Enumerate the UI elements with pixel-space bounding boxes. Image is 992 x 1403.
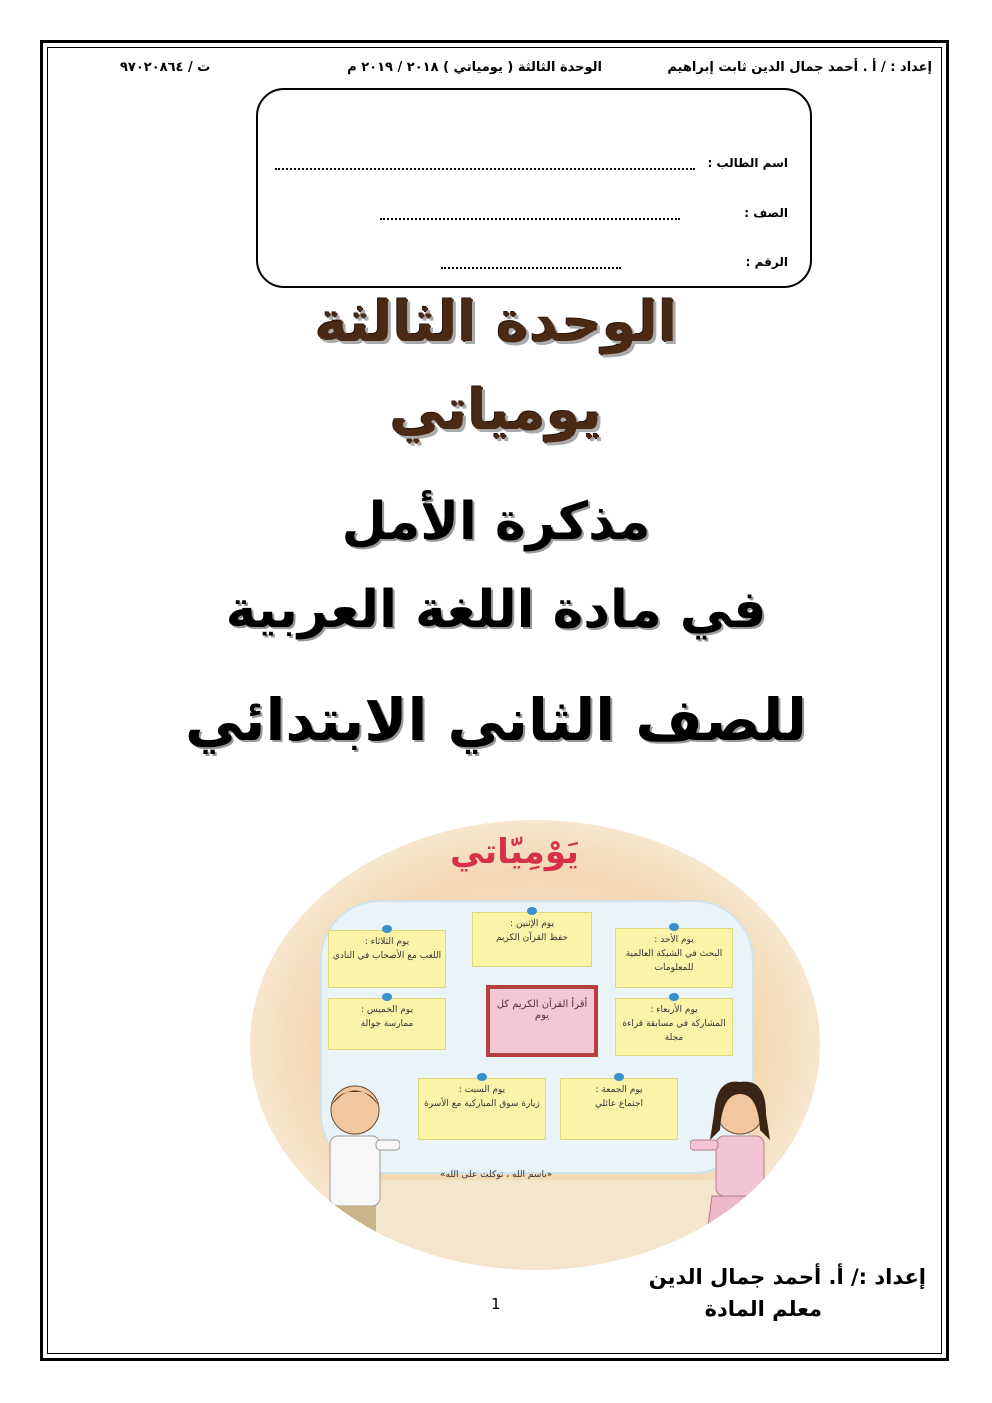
note-day: يوم الخميس : xyxy=(361,1005,413,1015)
note-day: يوم الجمعة : xyxy=(595,1085,643,1095)
note-sunday xyxy=(615,928,733,988)
header-phone: ت / ٩٧٠٢٠٨٦٤ xyxy=(120,60,211,75)
note-text: اجتماع عائلي xyxy=(594,1099,644,1109)
class-field[interactable] xyxy=(380,208,680,220)
subject-title: في مادة اللغة العربية xyxy=(225,580,767,640)
note-text: حفظ القرآن الكريم xyxy=(496,933,568,943)
pin-icon xyxy=(614,1073,624,1081)
pin-icon xyxy=(669,923,679,931)
note-text: اللعب مع الأصحاب في النادي xyxy=(332,951,442,961)
illustration-caption: «باسم الله ، توكلت على الله» xyxy=(440,1170,553,1180)
pin-icon xyxy=(477,1073,487,1081)
student-name-label: اسم الطالب : xyxy=(707,156,788,170)
cover-illustration xyxy=(250,820,820,1270)
footer-role: معلم المادة xyxy=(704,1297,822,1321)
pin-icon xyxy=(382,993,392,1001)
unit-name-title: يومياتي xyxy=(389,378,603,443)
pin-icon xyxy=(669,993,679,1001)
note-thursday xyxy=(328,998,446,1050)
memo-title: مذكرة الأمل xyxy=(341,492,651,552)
number-label: الرقم : xyxy=(745,255,788,269)
note-text: البحث في الشبكة العالمية للمعلومات xyxy=(625,949,723,973)
class-label: الصف : xyxy=(744,206,788,220)
page-number: 1 xyxy=(491,1295,501,1313)
boy-figure xyxy=(310,1070,400,1270)
unit-title: الوحدة الثالثة xyxy=(314,290,678,355)
header-unit-info: الوحدة الثالثة ( يومياتي ) ٢٠١٨ / ٢٠١٩ م xyxy=(347,60,602,75)
note-day: يوم الأربعاء : xyxy=(650,1005,698,1015)
pin-icon xyxy=(527,907,537,915)
girl-figure xyxy=(690,1070,790,1270)
note-day: يوم الإثنين : xyxy=(510,919,554,929)
note-friday xyxy=(560,1078,678,1140)
quran-book: أقرأ القرآن الكريم كل يوم xyxy=(486,985,598,1057)
student-name-row xyxy=(275,156,788,170)
grade-title: للصف الثاني الابتدائي xyxy=(185,686,807,754)
illustration-title: يَوْمِيّاتي xyxy=(450,832,579,872)
class-row xyxy=(380,206,788,220)
note-tuesday xyxy=(328,930,446,988)
note-monday xyxy=(472,912,592,967)
student-name-field[interactable] xyxy=(275,158,695,170)
note-text: المشاركة في مسابقة قراءة مجلة xyxy=(622,1019,726,1043)
number-row xyxy=(441,255,788,269)
footer-prepared-by: إعداد :/ أ. أحمد جمال الدين xyxy=(648,1265,926,1289)
note-day: يوم السبت : xyxy=(458,1085,506,1095)
note-wednesday xyxy=(615,998,733,1056)
number-field[interactable] xyxy=(441,257,621,269)
pin-icon xyxy=(382,925,392,933)
student-info-box xyxy=(256,88,812,288)
header-prepared-by: إعداد : / أ . أحمد جمال الدين ثابت إبراهيم xyxy=(667,60,932,75)
note-day: يوم الثلاثاء : xyxy=(364,937,410,947)
note-day: يوم الأحد : xyxy=(654,935,694,945)
note-text: زيارة سوق المباركية مع الأسرة xyxy=(424,1099,540,1109)
note-text: ممارسة جوالة xyxy=(360,1019,414,1029)
note-saturday xyxy=(418,1078,546,1140)
